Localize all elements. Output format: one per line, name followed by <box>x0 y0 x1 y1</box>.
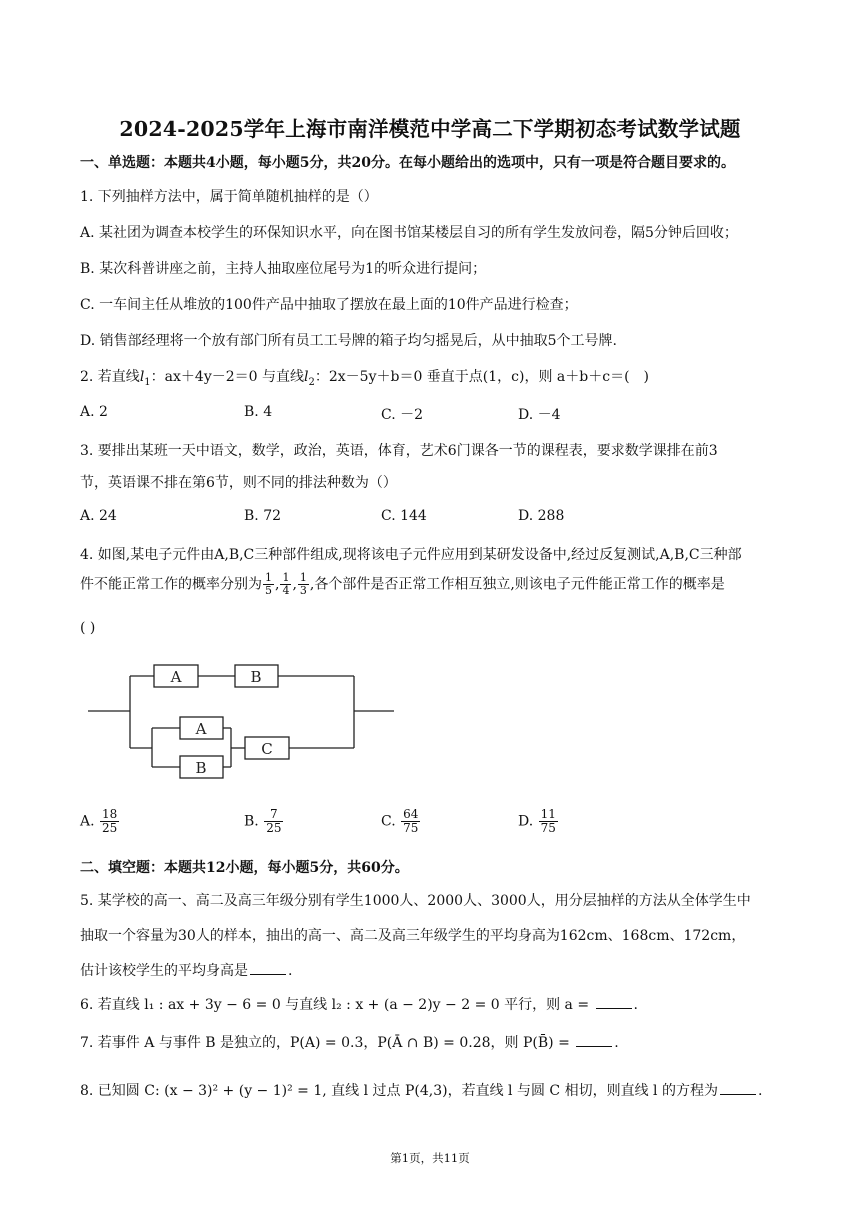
q1-option-a: A. 某社团为调查本校学生的环保知识水平，向在图书馆某楼层自习的所有学生发放问卷，隔5分钟后回收； <box>80 225 738 241</box>
q1-option-d: D. 销售部经理将一个放有部门所有员工工号牌的箱子均匀摇晃后，从中抽取5个工号牌. <box>80 333 617 349</box>
frac-den: 25 <box>266 821 282 835</box>
frac-den: 4 <box>282 584 290 597</box>
frac-num: 18 <box>102 807 118 821</box>
component-label-bot-b: B <box>195 759 207 777</box>
q3-stem-line2: 节，英语课不排在第6节，则不同的排法种数为（） <box>80 475 397 491</box>
q2-stem-part2: ：ax＋4y－2＝0 与直线 <box>150 369 304 385</box>
q4-stem-line2a: 件不能正常工作的概率分别为 <box>80 576 262 593</box>
q5-stem-line3: 估计该校学生的平均身高是 . <box>80 963 293 979</box>
q2-stem-part3: ：2x－5y＋b＝0 垂直于点(1，c)，则 a＋b＋c＝( ) <box>314 369 649 385</box>
q1-option-c: C. 一车间主任从堆放的100件产品中抽取了摆放在最上面的10件产品进行检查； <box>80 297 578 313</box>
q2-l1-sub: 1 <box>144 376 151 388</box>
q7-stem: 7. 若事件 A 与事件 B 是独立的，P(A) = 0.3，P(Ā ∩ B) = 0.28，则 P(B̄) = . <box>80 1035 619 1051</box>
q3-stem-line1: 3. 要排出某班一天中语文，数学，政治，英语，体育，艺术6门课各一节的课程表，要求数学课排在前3 <box>80 443 718 459</box>
q2-option-c: C. －2 <box>381 407 424 423</box>
frac-num: 7 <box>270 807 278 821</box>
component-label-c: C <box>261 740 273 758</box>
q4-option-b-label: B. <box>244 813 259 830</box>
q3-option-d: D. 288 <box>518 508 565 524</box>
q3-option-c: C. 144 <box>381 508 427 524</box>
section-2-heading: 二、填空题：本题共12小题，每小题5分，共60分。 <box>80 860 409 876</box>
q4-option-d-fraction <box>539 808 558 835</box>
frac-num: 1 <box>299 571 307 584</box>
q4-option-d-label: D. <box>518 813 534 830</box>
frac-num: 11 <box>540 807 556 821</box>
q4-stem-line3: ( ) <box>80 620 96 636</box>
q6-text: 6. 若直线 l₁ : ax + 3y − 6 = 0 与直线 l₂ : x + (a − 2)y − 2 = 0 平行，则 a = <box>80 997 594 1013</box>
component-label-top-b: B <box>250 668 262 686</box>
answer-blank <box>250 962 286 975</box>
q4-option-c-fraction <box>401 808 420 835</box>
q4-option-c <box>381 808 421 835</box>
q8-text: 8. 已知圆 C: (x − 3)² + (y − 1)² = 1, 直线 l 过点 P(4,3)，若直线 l 与圆 C 相切，则直线 l 的方程为 <box>80 1083 718 1099</box>
q7-text: 7. 若事件 A 与事件 B 是独立的，P(A) = 0.3，P(Ā ∩ B) = 0.28，则 P(B̄) = <box>80 1035 575 1051</box>
frac-den: 25 <box>102 821 118 835</box>
q2-stem-part1: 2. 若直线 <box>80 369 140 385</box>
q5-stem-line3-text: 估计该校学生的平均身高是 <box>80 963 248 979</box>
q5-stem-line1: 5. 某学校的高一、高二及高三年级分别有学生1000人、2000人、3000人，用分层抽样的方法从全体学生中 <box>80 893 751 909</box>
q2-option-a: A. 2 <box>80 404 108 420</box>
q4-option-a-fraction <box>100 808 119 835</box>
q4-stem-line2b: ,各个部件是否正常工作相互独立,则该电子元件能正常工作的概率是 <box>309 576 725 593</box>
answer-blank <box>576 1034 612 1047</box>
q2-l2: l <box>304 369 309 385</box>
q4-option-d <box>518 808 559 835</box>
q3-option-b: B. 72 <box>244 508 282 524</box>
page-footer: 第1页，共11页 <box>390 1151 470 1165</box>
frac-den: 75 <box>540 821 556 835</box>
q5-stem-line2: 抽取一个容量为30人的样本，抽出的高一、高二及高三年级学生的平均身高为162cm、168cm、172cm， <box>80 928 746 944</box>
q4-option-c-label: C. <box>381 813 396 830</box>
q4-option-a-label: A. <box>80 813 95 830</box>
q3-option-a: A. 24 <box>80 508 117 524</box>
answer-blank <box>720 1082 756 1095</box>
frac-num: 64 <box>403 807 419 821</box>
q1-option-b: B. 某次科普讲座之前，主持人抽取座位尾号为1的听众进行提问； <box>80 261 487 277</box>
q4-option-b-fraction <box>264 808 283 835</box>
q2-option-b: B. 4 <box>244 404 273 420</box>
frac-den: 3 <box>299 584 307 597</box>
q4-option-a <box>80 808 120 835</box>
frac-num: 1 <box>265 571 272 584</box>
q4-option-b <box>244 808 284 835</box>
q2-option-d: D. －4 <box>518 407 561 423</box>
q2-l2-sub: 2 <box>308 376 315 388</box>
frac-den: 75 <box>403 821 419 835</box>
component-label-mid-a: A <box>195 720 207 738</box>
q6-stem: 6. 若直线 l₁ : ax + 3y − 6 = 0 与直线 l₂ : x + (a − 2)y − 2 = 0 平行，则 a = . <box>80 997 638 1013</box>
q8-stem: 8. 已知圆 C: (x − 3)² + (y − 1)² = 1, 直线 l 过点 P(4,3)，若直线 l 与圆 C 相切，则直线 l 的方程为 . <box>80 1083 763 1099</box>
answer-blank <box>596 996 632 1009</box>
frac-num: 1 <box>282 571 290 584</box>
page-title: 2024-2025学年上海市南洋模范中学高二下学期初态考试数学试题 <box>119 117 741 141</box>
q2-l1: l <box>139 369 145 385</box>
component-label-top-a: A <box>170 668 182 686</box>
q4-stem-line2: 件不能正常工作的概率分别为 $\frac{1}{5}$ , $\frac{1}{4}$ , $\frac{1}{3}$ ,各个部件是否正常工作相互独立,则该电子元件能正常工作的概率是 <box>80 571 725 597</box>
frac-den: 5 <box>265 584 272 597</box>
q1-stem: 1. 下列抽样方法中，属于简单随机抽样的是（） <box>80 189 378 205</box>
section-1-heading: 一、单选题：本题共4小题，每小题5分，共20分。在每小题给出的选项中，只有一项是符合题目要求的。 <box>80 155 735 171</box>
q4-stem-line1: 4. 如图,某电子元件由A,B,C三种部件组成,现将该电子元件应用到某研发设备中,经过反复测试,A,B,C三种部 <box>80 547 742 563</box>
